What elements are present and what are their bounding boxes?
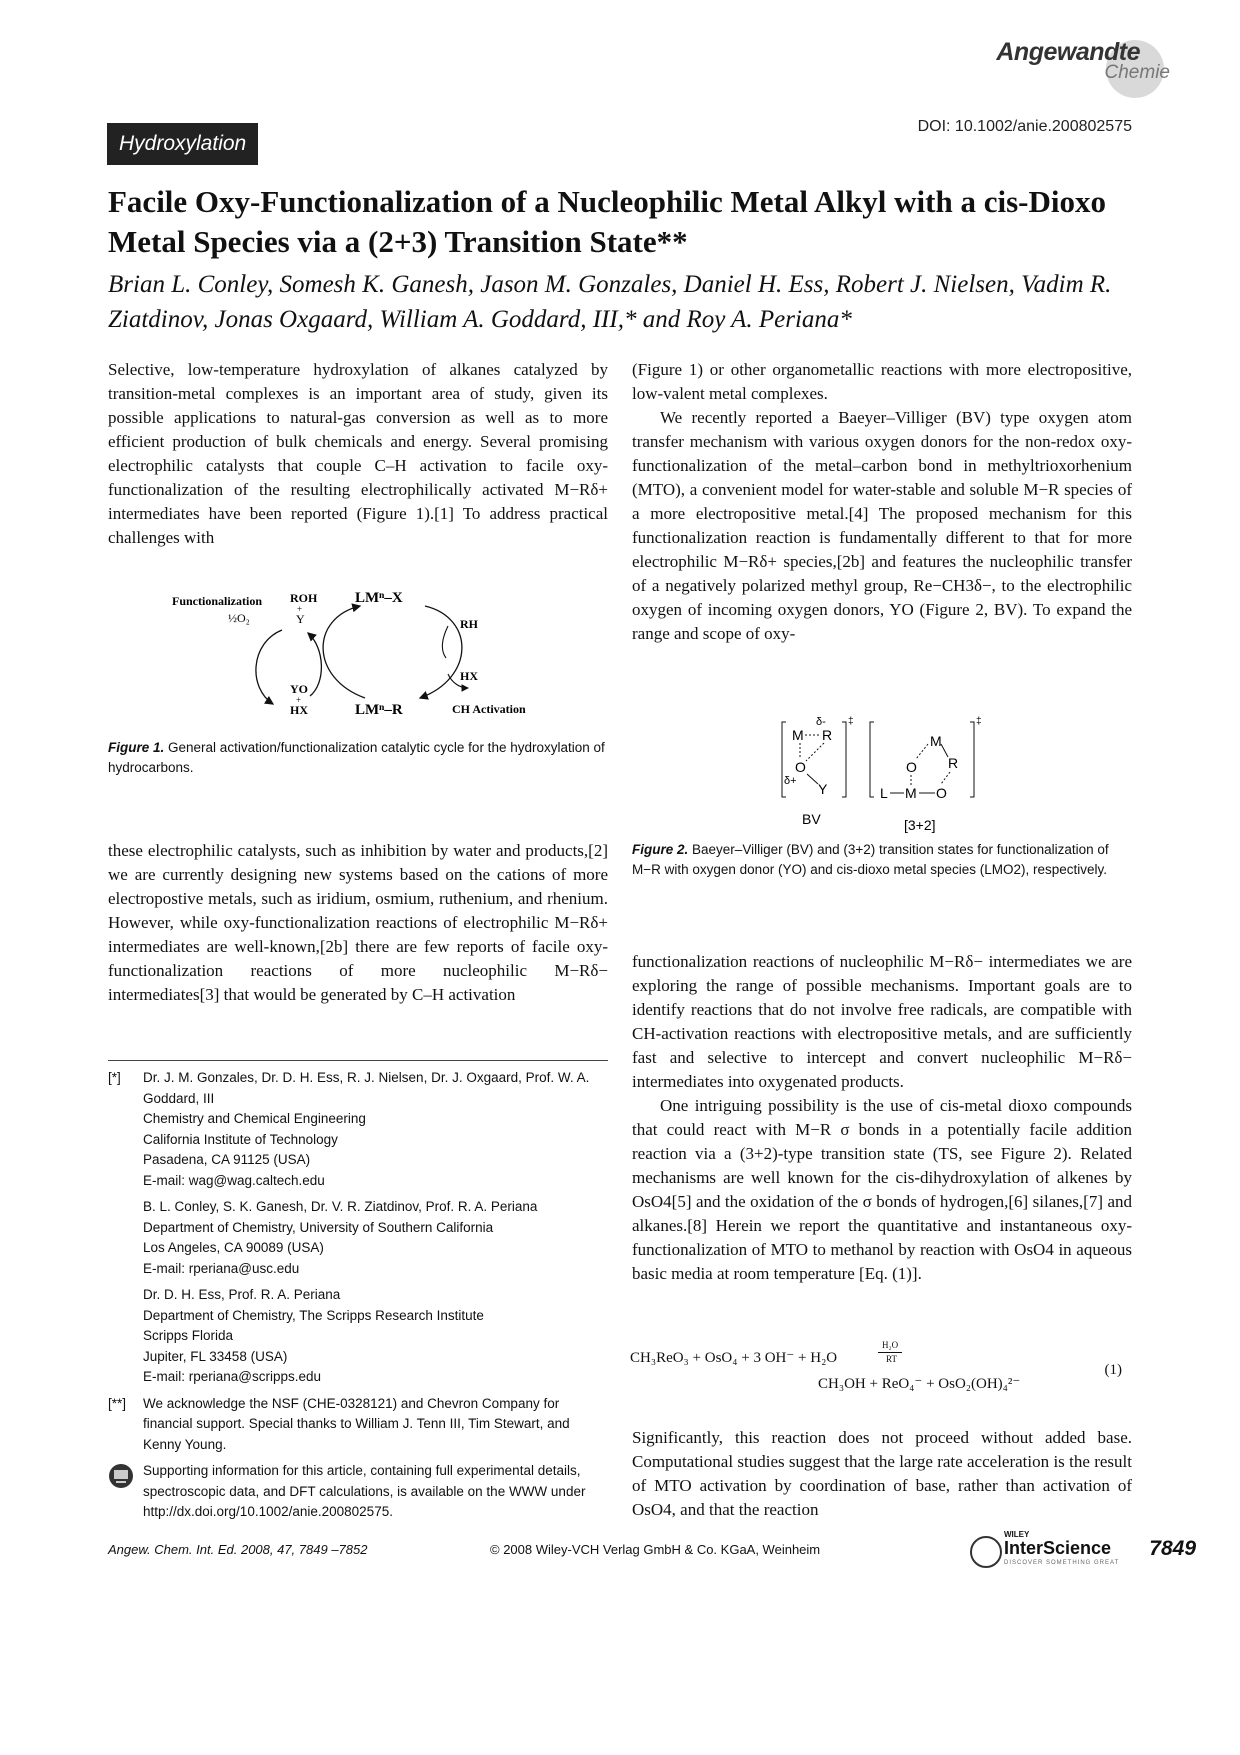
bv-r: R	[822, 727, 833, 743]
affiliation-address: Los Angeles, CA 90089 (USA)	[143, 1240, 324, 1255]
tp-bracket-right	[970, 722, 974, 797]
figure-2-label: Figure 2.	[632, 842, 689, 857]
bv-bond	[806, 743, 824, 761]
computer-icon	[108, 1463, 134, 1496]
tp-o-right: O	[936, 785, 947, 801]
paragraph: One intriguing possibility is the use of cis-metal dioxo compounds that could react with M−R σ bonds in a potentially facile addition reaction via a (3+2)-type transition state (TS, see Figure 2). Related mechanisms are well known for the cis-dihydroxylation of alkenes by OsO4[5] and the oxidation of the σ bonds of hydrogen,[6] silanes,[7] and alkanes.[8] Herein we report the quantitative and instantaneous oxy-functionalization of MTO to methanol by reaction with OsO4 in aqueous basic media at room temperature [Eq. (1)].	[632, 1096, 1132, 1283]
affiliation-dept: Department of Chemistry, The Scripps Research Institute	[143, 1307, 484, 1323]
equation-arrow	[878, 1352, 902, 1353]
globe-icon	[970, 1536, 1002, 1568]
section-tag: Hydroxylation	[107, 123, 258, 165]
rh-label: RH	[460, 617, 478, 631]
half-o2-label: ½O₂	[228, 611, 250, 625]
plus-label: +	[297, 604, 303, 614]
affiliation-3	[108, 1285, 608, 1388]
bv-dagger: ‡	[848, 716, 854, 727]
affiliation-email: E-mail: wag@wag.caltech.edu	[143, 1172, 325, 1188]
lmr-label: LMⁿ–R	[355, 702, 403, 718]
equation-arrow-over: H₂O	[882, 1340, 899, 1350]
affiliation-dept: Chemistry and Chemical Engineering	[143, 1111, 366, 1126]
cycle-left-arrow	[323, 606, 365, 698]
affiliation-inst: Scripps Florida	[143, 1328, 234, 1343]
figure-2-caption	[632, 840, 1132, 880]
affiliation-email: E-mail: rperiana@usc.edu	[143, 1260, 300, 1276]
bv-delta-plus: δ+	[784, 775, 797, 787]
hx-label: HX	[290, 703, 308, 717]
affiliation-inst: California Institute of Technology	[143, 1131, 338, 1147]
tp-o-left: O	[906, 759, 917, 775]
doi: DOI: 10.1002/anie.200802575	[917, 118, 1132, 135]
footnote-mark: [**]	[108, 1395, 127, 1411]
paragraph: functionalization reactions of nucleophilic M−Rδ− intermediates we are exploring the range of possible mechanisms. Important goals are to identify reactions that do not involve free radicals, are compatible with CH-activation reactions with electropositive metals, and are sufficiently fast and selective to intercept and convert nucleophilic M−Rδ− intermediates into oxygenated products.	[632, 952, 1132, 1091]
tp-m-bottom: M	[905, 785, 917, 801]
equation-1	[630, 1340, 1130, 1403]
right-column-middle	[632, 950, 1132, 1286]
affiliation-address: Pasadena, CA 91125 (USA)	[143, 1152, 311, 1167]
affiliation-address: Jupiter, FL 33458 (USA)	[143, 1348, 288, 1364]
wiley-text: WILEY	[1004, 1530, 1030, 1539]
figure-1-caption	[108, 738, 608, 778]
hx-label-2: HX	[460, 669, 478, 683]
equation-number: (1)	[1104, 1362, 1122, 1378]
bv-label: BV	[802, 811, 821, 827]
bv-o: O	[795, 759, 806, 775]
logo-main-text: Angewandte	[996, 38, 1140, 66]
tp-l: L	[880, 785, 888, 801]
lmx-label: LMⁿ–X	[355, 590, 403, 606]
footnote-rule	[108, 1060, 608, 1061]
yo-label: YO	[290, 682, 308, 696]
tp-bond	[916, 744, 928, 759]
tagline-text: DISCOVER SOMETHING GREAT	[1004, 1560, 1120, 1566]
roh-label: ROH	[290, 591, 318, 605]
equation-lhs: CH₃ReO₃ + OsO₄ + 3 OH⁻ + H₂O	[630, 1350, 838, 1366]
equation-rhs: CH₃OH + ReO₄⁻ + OsO₂(OH)₄²⁻	[818, 1376, 1021, 1392]
paragraph: We recently reported a Baeyer–Villiger (BV) type oxygen atom transfer mechanism with various oxygen donors for the non-redox oxy-functionalization of the metal–carbon bond in methyltrioxorhenium (MTO), a convenient model for water-stable and soluble M−R species of a more electropositive metal.[4] The proposed mechanism for this functionalization reaction is fundamentally different to that for more electrophilic M−Rδ+ species,[2b] and features the nucleophilic transfer of a negatively polarized methyl group, Re−CH3δ−, to the electrophilic oxygen of incoming oxygen donors, YO (Figure 2, BV). To expand the range and scope of oxy-	[632, 408, 1132, 643]
tp-m-top: M	[930, 733, 942, 749]
affiliation-names: B. L. Conley, S. K. Ganesh, Dr. V. R. Ziatdinov, Prof. R. A. Periana	[143, 1199, 538, 1214]
footnotes	[108, 1068, 608, 1529]
return-arrow	[308, 633, 321, 696]
transition-states-diagram	[780, 712, 1000, 837]
tp-dagger: ‡	[976, 716, 982, 727]
bv-bond	[807, 774, 818, 784]
tp-r: R	[948, 755, 959, 771]
figure-1	[170, 588, 580, 728]
affiliation-1	[108, 1068, 608, 1191]
affiliation-names: Dr. J. M. Gonzales, Dr. D. H. Ess, R. J. Nielsen, Dr. J. Oxgaard, Prof. W. A. Goddard, III	[143, 1070, 590, 1106]
right-column-top	[632, 358, 1132, 646]
left-column-top	[108, 358, 608, 550]
paragraph: (Figure 1) or other organometallic reactions with more electropositive, low-valent metal complexes.	[632, 360, 1132, 403]
article-title: Facile Oxy-Functionalization of a Nucleophilic Metal Alkyl with a cis-Dioxo Metal Species via a (2+3) Transition State**	[108, 184, 1106, 259]
equation-arrow-under: RT	[886, 1354, 897, 1364]
affiliation-2	[108, 1197, 608, 1279]
affiliation-names: Dr. D. H. Ess, Prof. R. A. Periana	[143, 1287, 341, 1302]
rh-arrow	[442, 626, 448, 658]
copyright: © 2008 Wiley-VCH Verlag GmbH & Co. KGaA, Weinheim	[490, 1542, 821, 1557]
figure-1-caption-text: General activation/functionalization catalytic cycle for the hydroxylation of hydrocarbons.	[108, 740, 605, 775]
ch-activation-label: CH Activation	[452, 702, 526, 716]
bv-y: Y	[818, 781, 828, 797]
tp-bond	[941, 772, 950, 784]
functionalization-arrow	[256, 630, 282, 704]
tp-bond	[941, 744, 948, 757]
paragraph: these electrophilic catalysts, such as inhibition by water and products,[2] we are currently designing new systems based on the cations of more electropostive metals, such as iridium, osmium, ruthenium, and rhenium. However, while oxy-functionalization reactions of electrophilic M−Rδ+ intermediates are well-known,[2b] there are few reports of facile oxy-functionalization reactions of more nucleophilic M−Rδ− intermediates[3] that would be generated by C–H activation	[108, 841, 608, 1004]
affiliation-dept: Department of Chemistry, University of Southern California	[143, 1219, 494, 1235]
paragraph: Significantly, this reaction does not proceed without added base. Computational studies suggest that the large rate acceleration is the result of MTO activation by coordination of base, rather than activation of OsO4, and that the reaction	[632, 1428, 1132, 1519]
paragraph: Selective, low-temperature hydroxylation of alkanes catalyzed by transition-metal complexes is an important area of study, given its possible applications to natural-gas conversion as well as to more efficient production of bulk chemicals and energy. Several promising electrophilic catalysts that couple C–H activation to facile oxy-functionalization of the resulting electrophilically activated M−Rδ+ intermediates have been reported (Figure 1).[1] To address practical challenges with	[108, 360, 608, 547]
acknowledgement	[108, 1394, 608, 1456]
interscience-logo	[970, 1530, 1140, 1570]
figure-2	[780, 712, 1000, 837]
tp-bracket-left	[870, 722, 874, 797]
footnote-mark: [*]	[108, 1070, 121, 1085]
author-list: Brian L. Conley, Somesh K. Ganesh, Jason M. Gonzales, Daniel H. Ess, Robert J. Nielsen, Vadim R. Ziatdinov, Jonas Oxgaard, William A. Goddard, III,* and Roy A. Periana*	[108, 271, 1112, 333]
bv-bracket-right	[842, 722, 846, 797]
interscience-text: InterScience	[1004, 1538, 1112, 1558]
catalytic-cycle-diagram	[170, 588, 580, 728]
figure-2-caption-text: Baeyer–Villiger (BV) and (3+2) transition states for functionalization of M−R with oxygen donor (YO) and cis-dioxo metal species (LMO2), respectively.	[632, 842, 1109, 877]
y-label: Y	[296, 612, 305, 626]
logo-sub-text: Chemie	[1104, 62, 1170, 83]
bv-delta-minus: δ-	[816, 716, 826, 728]
plus-label-2: +	[296, 695, 302, 705]
right-column-bottom	[632, 1426, 1132, 1522]
supporting-info-text: Supporting information for this article, containing full experimental details, spectroscopic data, and DFT calculations, is available on the WWW under http://dx.doi.org/10.1002/anie.200802575.	[143, 1463, 586, 1519]
supporting-info	[108, 1461, 608, 1523]
affiliation-email: E-mail: rperiana@scripps.edu	[143, 1369, 322, 1384]
left-column-bottom	[108, 839, 608, 1007]
figure-1-label: Figure 1.	[108, 740, 165, 755]
journal-logo	[980, 38, 1170, 98]
citation-footer: Angew. Chem. Int. Ed. 2008, 47, 7849 –7852	[108, 1542, 368, 1557]
tp-label: [3+2]	[904, 817, 936, 833]
acknowledgement-text: We acknowledge the NSF (CHE-0328121) and Chevron Company for financial support. Special thanks to William J. Tenn III, Tim Stewart, and Kenny Young.	[143, 1395, 570, 1452]
page-number: 7849	[1149, 1537, 1196, 1560]
functionalization-label: Functionalization	[172, 594, 263, 608]
bv-m: M	[792, 727, 804, 743]
